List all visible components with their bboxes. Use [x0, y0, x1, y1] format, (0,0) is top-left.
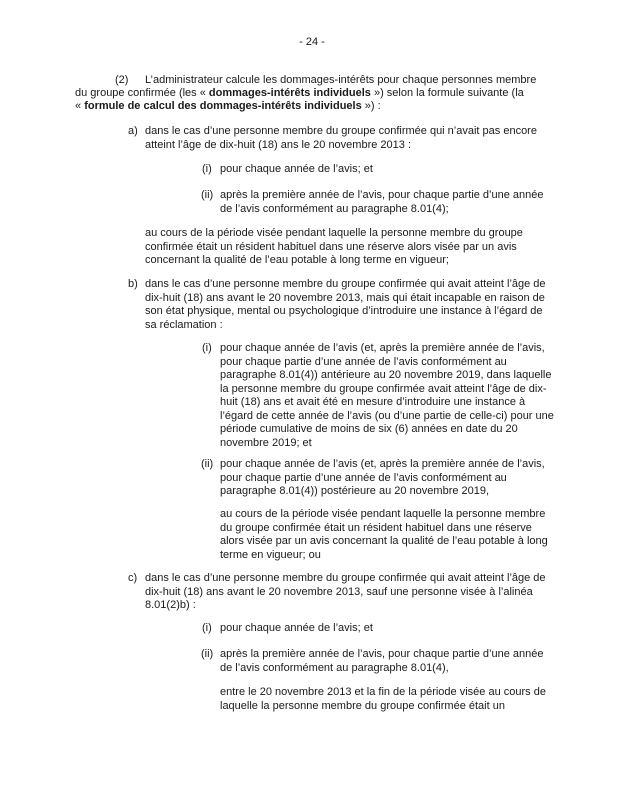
- clause-a-ii-label: (ii): [201, 189, 214, 201]
- clause-a-ii-text: après la première année de l’avis, pour chaque partie d’une année de l’avis conformément au paragraphe 8.01(4);: [220, 189, 544, 215]
- para2-line1: L’administrateur calcule les dommages-intérêts pour chaque personnes membre: [145, 74, 537, 86]
- clause-c-i-label: (i): [202, 622, 212, 634]
- clause-c-i-text: pour chaque année de l’avis; et: [220, 622, 373, 634]
- clause-a-i-label: (i): [202, 163, 212, 175]
- clause-b-i-text: pour chaque année de l’avis (et, après la première année de l’avis, pour chaque partie d’une année de l’avis conformément au paragraphe 8.01(4)) antérieure au 20 novembre 2019, dans laquelle la personne membre du groupe confirmée avait atteint l’âge de dix-huit (18) ans et avait été en mesure d’introduire une instance à l’égard de cette année de l’avis (ou d’une partie de celle-ci) pour une période cumulative de moins de six (6) années en date du 20 novembre 2019; et: [220, 342, 554, 449]
- clause-a-closing: au cours de la période visée pendant laquelle la personne membre du groupe confirmée était un résident habituel dans une réserve alors visée par un avis concernant la qualité de l’eau potable à long terme en vigueur;: [145, 227, 523, 266]
- para2-line3: « formule de calcul des dommages-intérêts individuels ») :: [75, 100, 381, 112]
- clause-a-label: a): [128, 125, 138, 137]
- clause-a-text: dans le cas d’une personne membre du groupe confirmée qui n’avait pas encore atteint l’âge de dix-huit (18) ans le 20 novembre 2013 :: [145, 125, 537, 151]
- clause-c-text: dans le cas d’une personne membre du groupe confirmée qui avait atteint l’âge de dix-huit (18) ans avant le 20 novembre 2013, sauf une personne visée à l’alinéa 8.01(2)b) :: [145, 572, 546, 611]
- para2-line2: du groupe confirmée (les « dommages-intérêts individuels ») selon la formule suivante (la: [75, 87, 524, 99]
- clause-c-ii-label: (ii): [201, 648, 214, 660]
- clause-b-ii-text: pour chaque année de l’avis (et, après la première année de l’avis, pour chaque partie d’une année de l’avis conformément au paragraphe 8.01(4)) postérieure au 20 novembre 2019,: [220, 458, 545, 497]
- page-number: - 24 -: [299, 36, 325, 48]
- defined-term-individual-damages: dommages-intérêts individuels: [208, 87, 371, 99]
- clause-c-closing: entre le 20 novembre 2013 et la fin de la période visée au cours de laquelle la personne membre du groupe confirmée était un: [220, 686, 546, 712]
- defined-term-formula: formule de calcul des dommages-intérêts individuels: [84, 100, 362, 112]
- clause-b-text: dans le cas d’une personne membre du groupe confirmée qui avait atteint l’âge de dix-huit (18) ans avant le 20 novembre 2013, mais qui était incapable en raison de son état physique, mental ou psychologique d’introduire une instance à l’égard de sa réclamation :: [145, 278, 546, 331]
- clause-a-i-text: pour chaque année de l’avis; et: [220, 163, 373, 175]
- clause-b-closing: au cours de la période visée pendant laquelle la personne membre du groupe confirmée était un résident habituel dans une réserve alors visée par un avis concernant la qualité de l’eau potable à long terme en vigueur; ou: [220, 508, 548, 561]
- clause-b-ii-label: (ii): [201, 458, 214, 470]
- clause-b-i-label: (i): [202, 342, 212, 354]
- clause-b-label: b): [128, 278, 138, 290]
- clause-c-label: c): [128, 572, 138, 584]
- clause-c-ii-text: après la première année de l’avis, pour chaque partie d’une année de l’avis conformément au paragraphe 8.01(4),: [220, 648, 544, 674]
- para2-number: (2): [115, 74, 129, 86]
